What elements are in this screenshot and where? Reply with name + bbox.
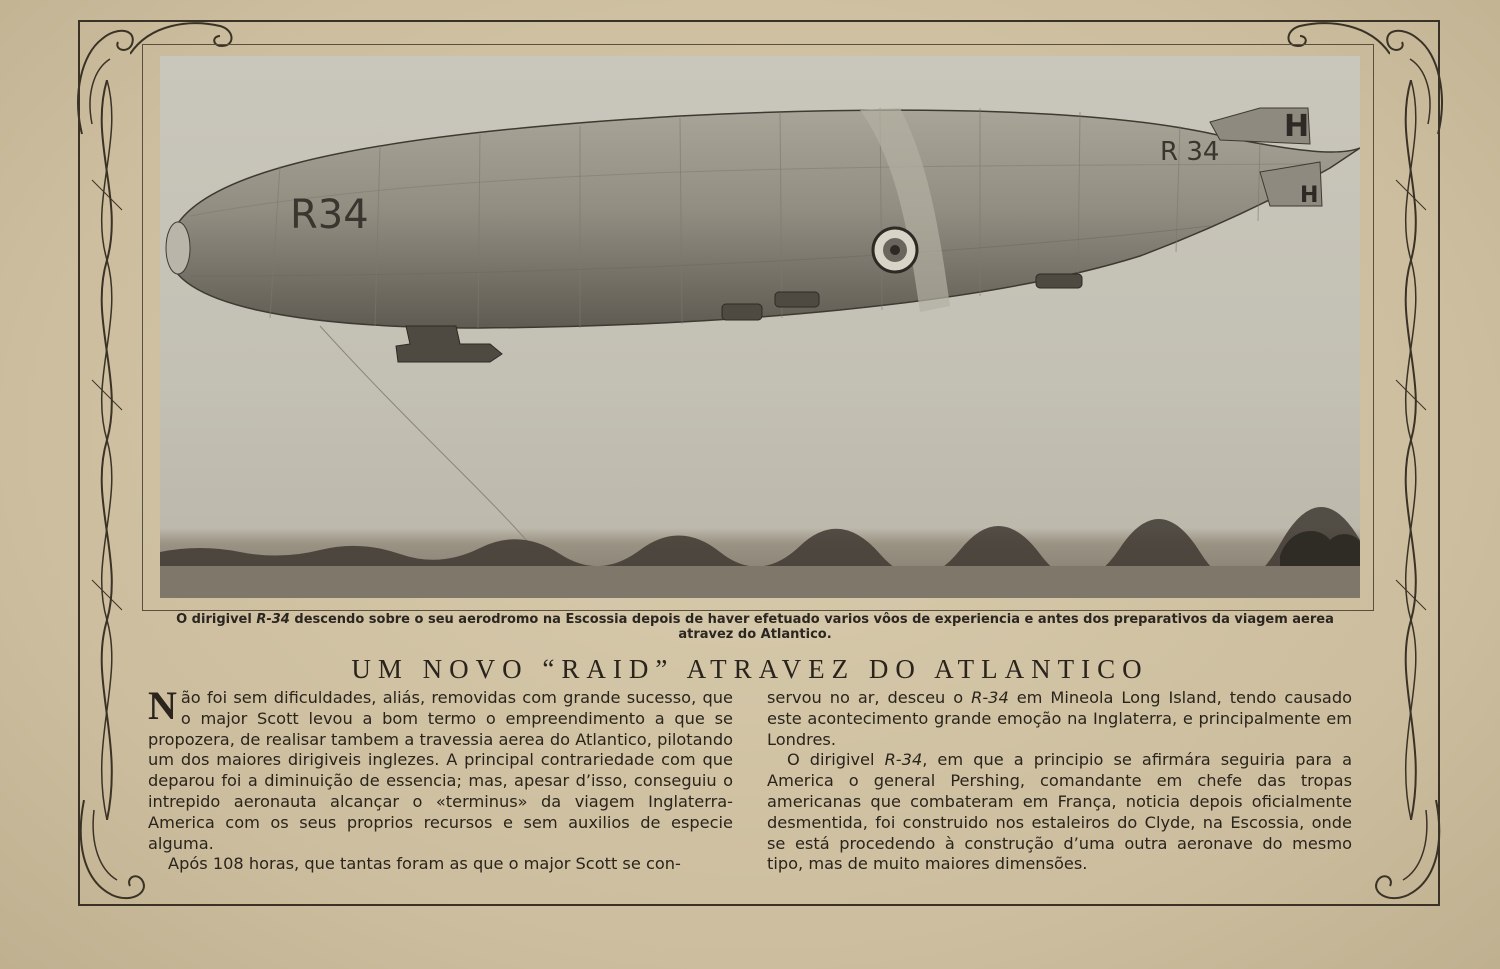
svg-text:H: H xyxy=(1300,183,1319,208)
vine-ornament-right xyxy=(1388,80,1434,820)
article-headline: UM NOVO “RAID” ATRAVEZ DO ATLANTICO xyxy=(351,654,1149,684)
airship-illustration xyxy=(160,56,1360,598)
paragraph-text: ão foi sem dificuldades, aliás, removidas com grande sucesso, que o major Scott levou a bom termo o empreendimento a que se propozera, de realisar tambem a travessia aerea do Atlantico, pilotando um dos maiores dirigiveis inglezes. A principal contrariedade com que deparou foi a diminuição de essencia; mas, apesar d’isso, conseguiu o intrepido aeronauta alcançar o «terminus» da viagem Inglaterra-America com os seus proprios recursos e sem auxilios de especie alguma. xyxy=(148,688,733,853)
article-column-right xyxy=(767,688,1352,875)
article-paragraph xyxy=(767,750,1352,875)
airship-name: R-34 xyxy=(884,750,923,770)
airship-name: R-34 xyxy=(971,688,1009,707)
airship-marking-tail: R 34 xyxy=(1160,137,1220,167)
article-column-left xyxy=(148,683,733,875)
drop-cap: N xyxy=(148,683,177,728)
caption-text-start: O dirigivel xyxy=(176,612,257,627)
airship-marking-nose: R34 xyxy=(290,192,369,238)
article-paragraph: Após 108 horas, que tantas foram as que o major Scott se con- xyxy=(168,854,681,874)
paragraph-text: O dirigivel xyxy=(787,750,885,770)
caption-airship-name: R-34 xyxy=(256,612,290,627)
paragraph-text: , em que a principio se afirmára seguiria para a America o general Pershing, comandante em chefe das tropas americanas que combateram em França, noticia depois oficialmente desmentida, foi construido nos estaleiros do Clyde, na Escossia, onde se está procedendo à construção d’uma outra aeronave do mesmo tipo, mas de muito maiores dimensões. xyxy=(767,750,1352,874)
paragraph-text: em Mineola Long Island, tendo causado este acontecimento grande emoção na Inglaterra, e principalmente em Londres. xyxy=(767,688,1353,749)
airship-photo xyxy=(160,56,1360,598)
paragraph-text: servou no ar, desceu o xyxy=(767,688,972,707)
article-paragraph xyxy=(767,688,1352,750)
vine-ornament-left xyxy=(84,80,130,820)
svg-text:H: H xyxy=(1284,109,1310,144)
photo-caption xyxy=(170,612,1340,642)
article-paragraph xyxy=(148,683,733,854)
caption-text-end: descendo sobre o seu aerodromo na Escossia depois de haver efetuado varios vôos de experiencia e antes dos preparativos da viagem aerea atravez do Atlantico. xyxy=(289,612,1334,642)
